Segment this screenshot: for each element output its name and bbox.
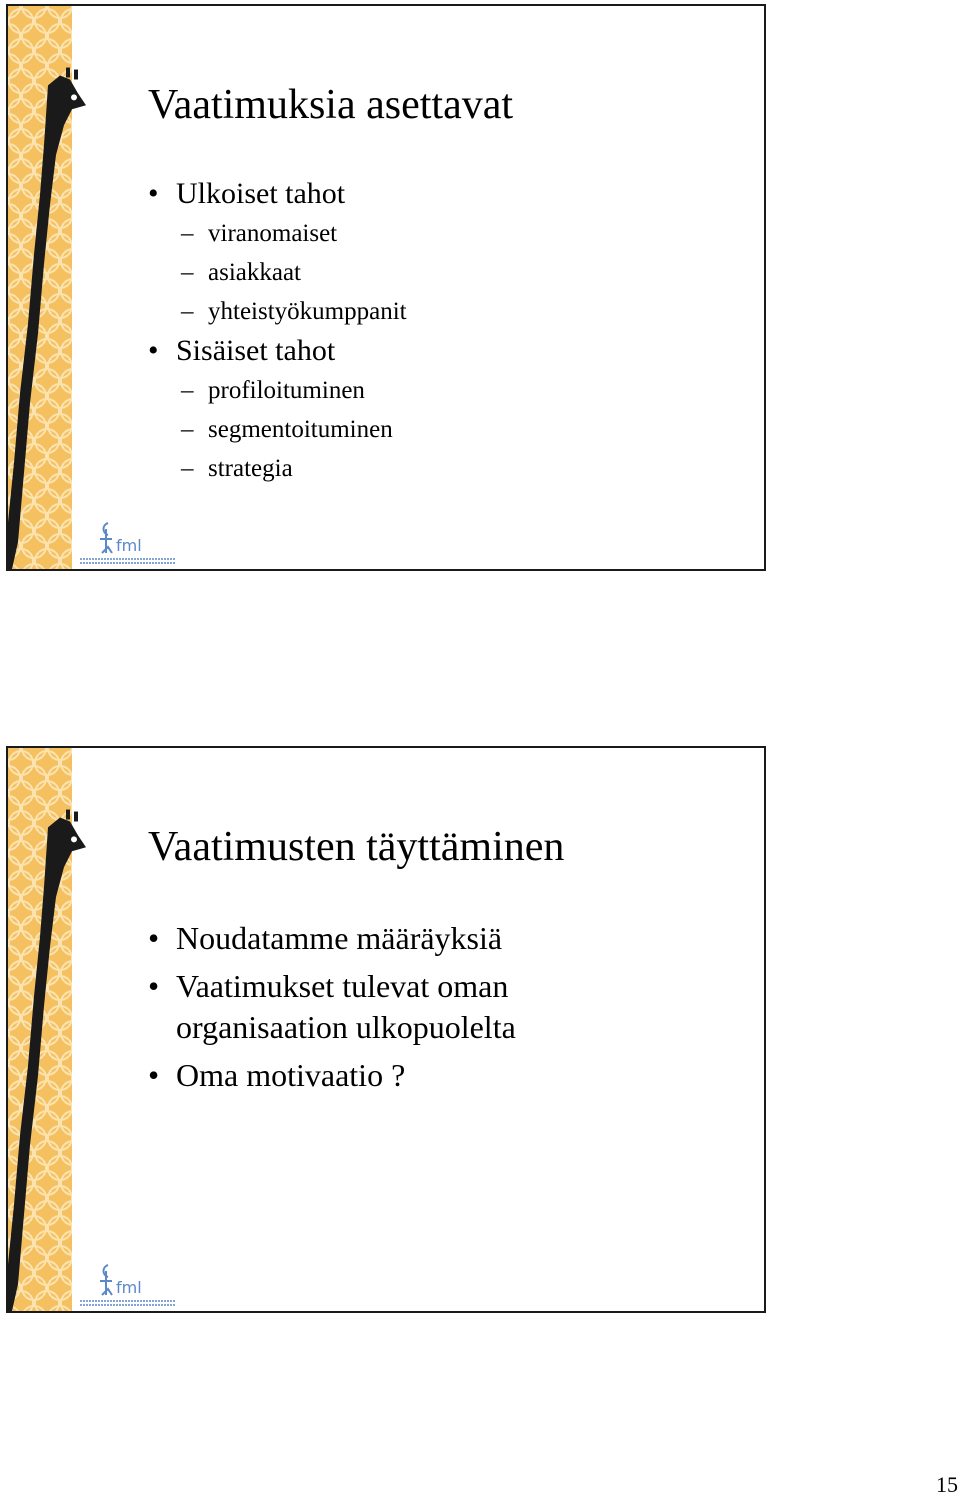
sub-bullet-text: strategia xyxy=(208,455,293,482)
sub-bullet-text: viranomaiset xyxy=(208,220,338,247)
dash-marker: – xyxy=(181,416,194,443)
sub-bullet-item xyxy=(148,253,407,292)
slide-title: Vaatimusten täyttäminen xyxy=(148,824,565,870)
logo-text: fml xyxy=(116,536,142,555)
sub-bullet-item xyxy=(148,410,407,449)
sub-bullet-item xyxy=(148,292,407,331)
slide-1 xyxy=(6,4,766,571)
sub-bullet-text: yhteistyökumppanit xyxy=(208,298,407,325)
logo-text: fml xyxy=(116,1278,142,1297)
bullet-list xyxy=(148,174,407,488)
sub-bullet-item xyxy=(148,214,407,253)
sub-bullet-item xyxy=(148,371,407,410)
dash-marker: – xyxy=(181,298,194,325)
dash-marker: – xyxy=(181,220,194,247)
dash-marker: – xyxy=(181,455,194,482)
dash-marker: – xyxy=(181,259,194,286)
page-number: 15 xyxy=(936,1472,958,1497)
giraffe-illustration xyxy=(8,748,98,1311)
bullet-item: • Sisäiset tahot xyxy=(148,331,407,371)
sub-bullet-text: profiloituminen xyxy=(208,377,365,404)
fml-logo xyxy=(78,1259,178,1307)
fml-logo xyxy=(78,517,178,565)
bullet-item: • Oma motivaatio ? xyxy=(148,1055,556,1096)
dash-marker: – xyxy=(181,377,194,404)
sub-bullet-text: segmentoituminen xyxy=(208,416,393,443)
giraffe-illustration xyxy=(8,6,98,569)
bullet-item: • Noudatamme määräyksiä xyxy=(148,918,556,959)
bullet-item: • Ulkoiset tahot xyxy=(148,174,407,214)
sub-bullet-text: asiakkaat xyxy=(208,259,302,286)
slide-title: Vaatimuksia asettavat xyxy=(148,82,514,128)
sub-bullet-item xyxy=(148,449,407,488)
bullet-item: • Vaatimukset tulevat oman organisaation ulkopuolelta xyxy=(148,966,556,1048)
slide-2 xyxy=(6,746,766,1313)
bullet-list xyxy=(148,918,556,1103)
